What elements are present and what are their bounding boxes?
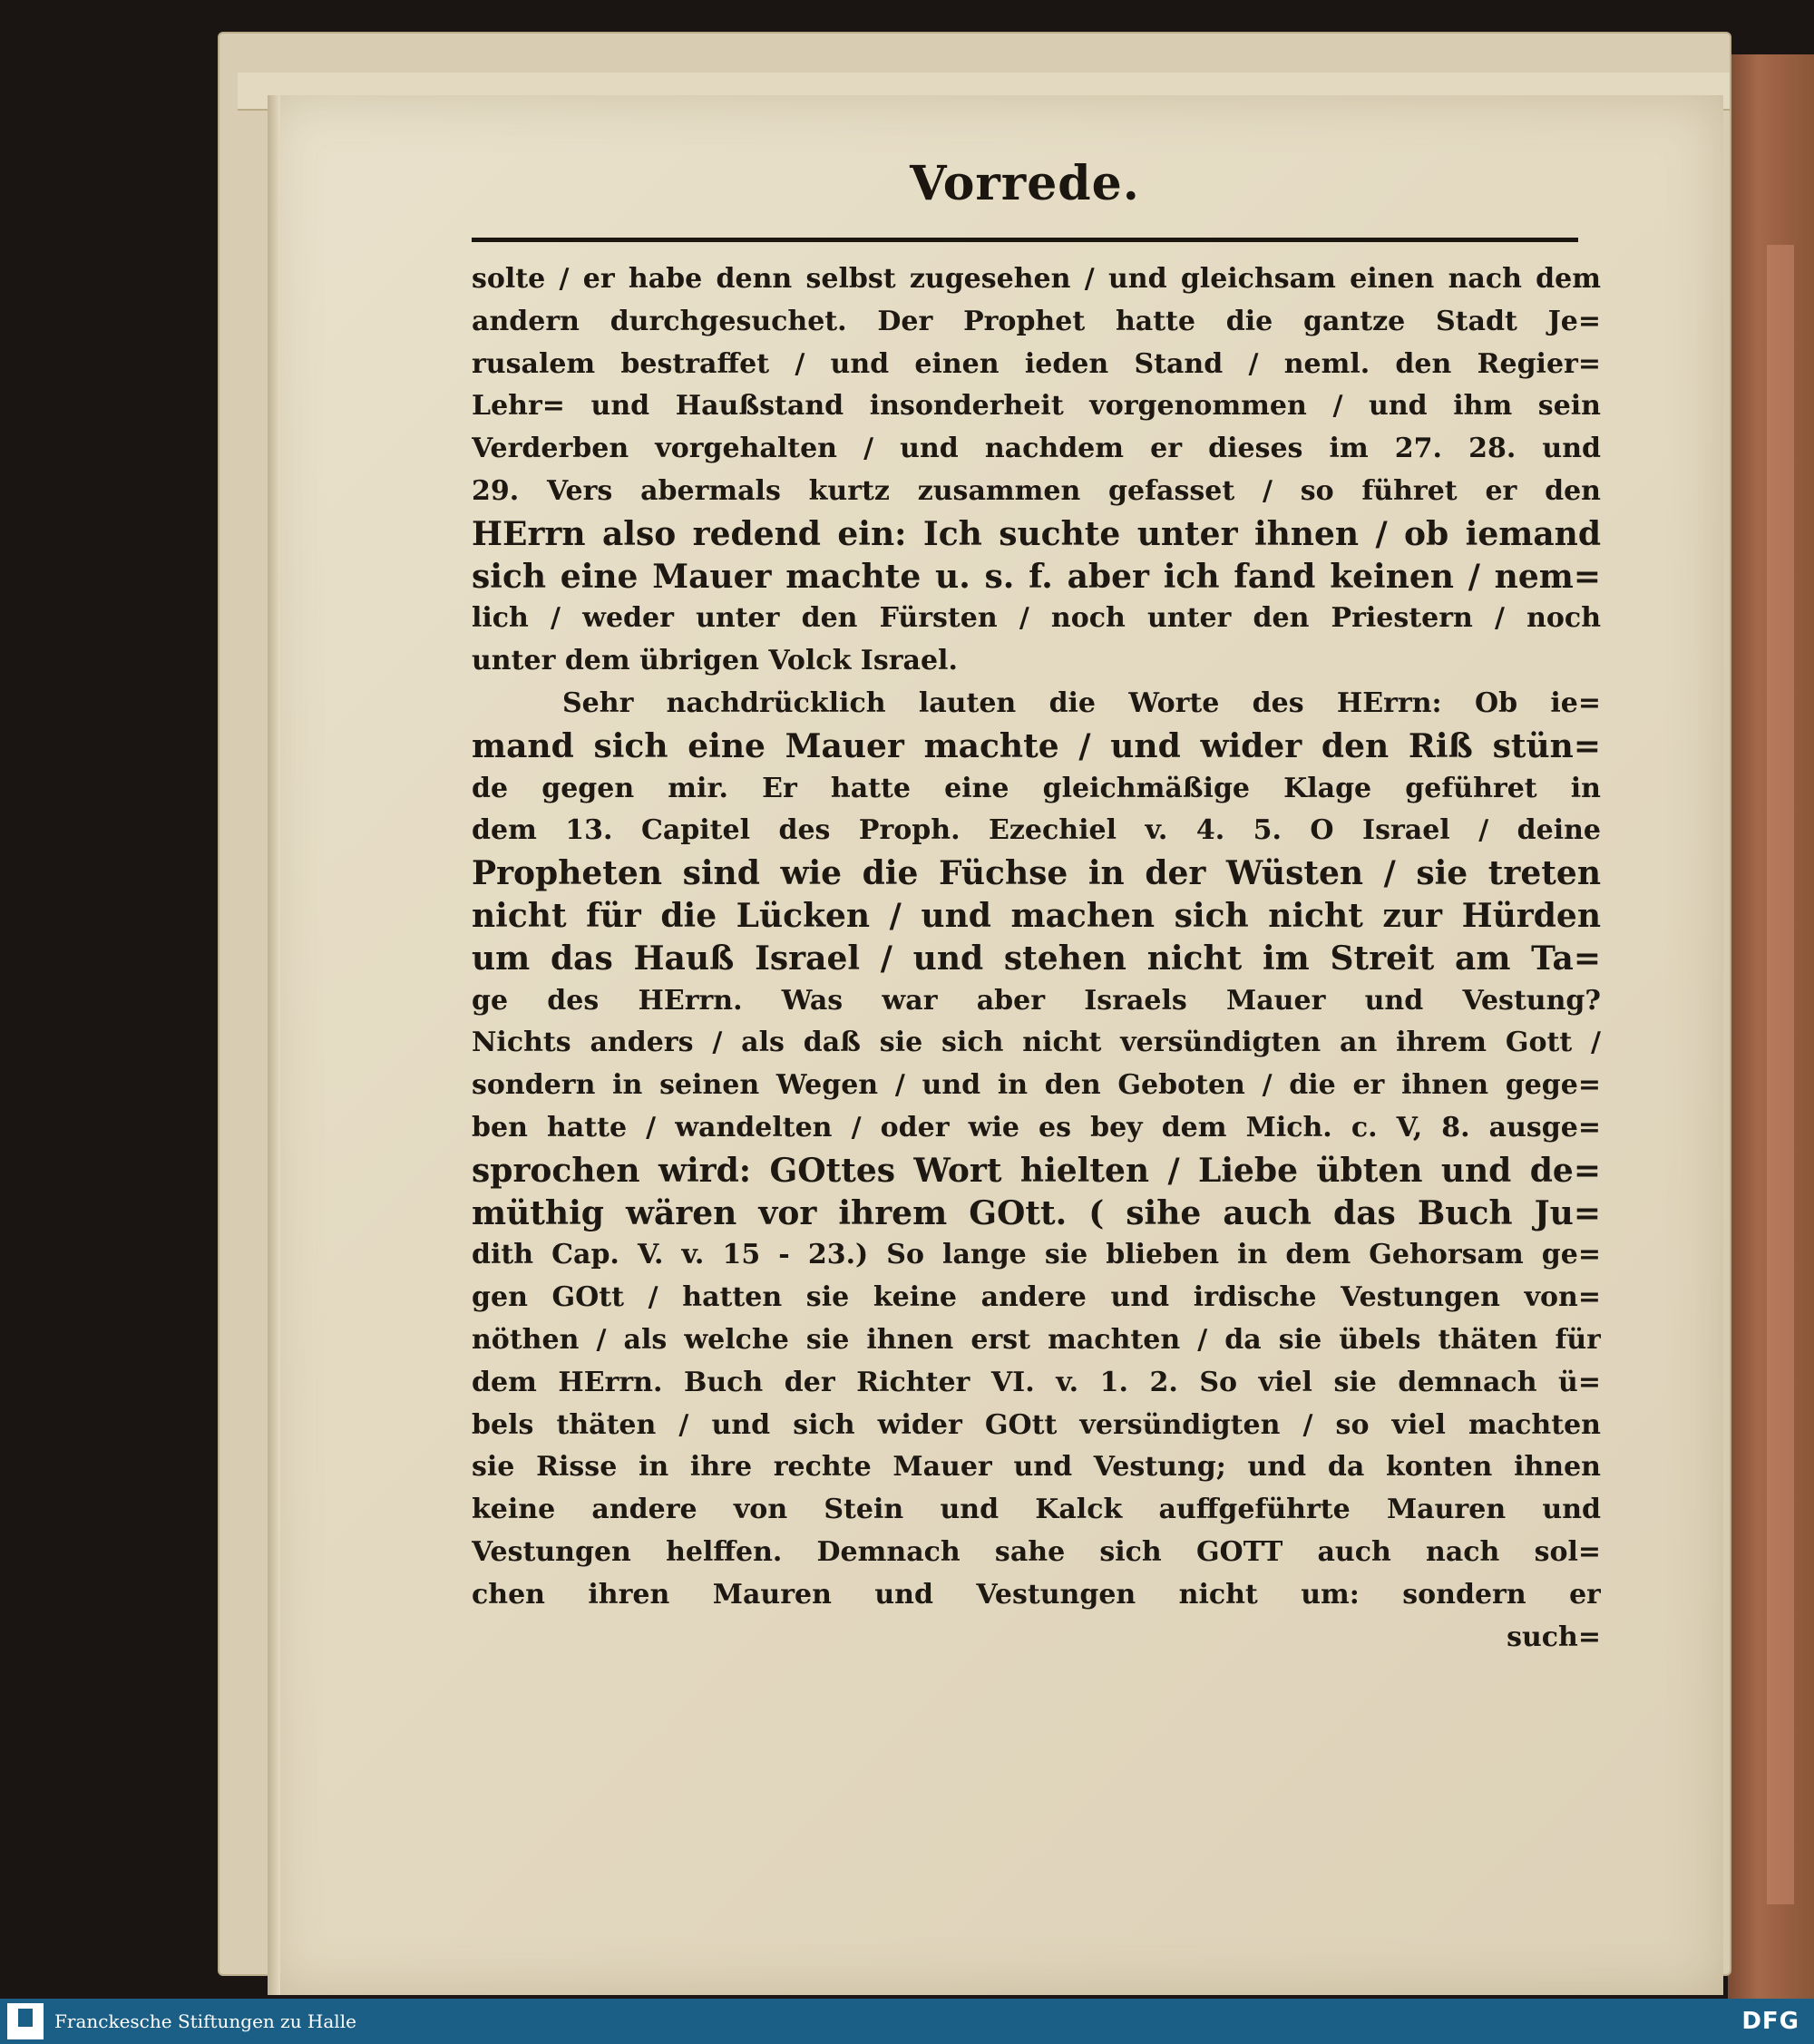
running-head: Vorrede. [910,156,1140,211]
text-line: dem 13. Capitel des Proph. Ezechiel v. 4. 5. O Israel / deine [472,814,1601,847]
text-line: lich / weder unter den Fürsten / noch unter den Priestern / noch [472,602,1601,635]
text-line: nöthen / als welche sie ihnen erst machten / da sie übels thäten für [472,1323,1601,1356]
text-line: gen GOtt / hatten sie keine andere und irdische Vestungen von= [472,1281,1601,1314]
book-cover-edge [1767,245,1794,1904]
footer-bar [0,1999,1814,2044]
building-icon [18,2009,33,2027]
text-line: dem HErrn. Buch der Richter VI. v. 1. 2. So viel sie demnach ü= [472,1366,1601,1398]
text-line: sondern in seinen Wegen / und in den Geboten / die er ihnen gege= [472,1069,1601,1102]
institution-name[interactable]: Franckesche Stiftungen zu Halle [54,2010,356,2032]
text-line: de gegen mir. Er hatte eine gleichmäßige Klage geführet in [472,772,1601,804]
text-line: müthig wären vor ihrem GOtt. ( sihe auch das Buch Ju= [472,1193,1601,1232]
text-line: keine andere von Stein und Kalck auffgeführte Mauren und [472,1494,1601,1526]
text-line: rusalem bestraffet / und einen ieden Stand / neml. den Regier= [472,347,1601,380]
text-line: bels thäten / und sich wider GOtt versündigten / so viel machten [472,1408,1601,1441]
text-line: Lehr= und Haußstand insonderheit vorgenommen / und ihm sein [472,390,1601,423]
text-line: Propheten sind wie die Füchse in der Wüsten / sie treten [472,854,1601,893]
text-line: sprochen wird: GOttes Wort hielten / Liebe übten und de= [472,1151,1601,1190]
page-gutter [268,95,280,1995]
text-line: andern durchgesuchet. Der Prophet hatte die gantze Stadt Je= [472,305,1601,337]
text-line: Nichts anders / als daß sie sich nicht versündigten an ihrem Gott / [472,1027,1601,1059]
text-line: chen ihren Mauren und Vestungen nicht um: sondern er [472,1578,1601,1611]
dfg-logo[interactable]: DFG [1741,2008,1799,2035]
institution-logo[interactable] [7,2003,44,2039]
text-line: unter dem übrigen Volck Israel. [472,645,958,677]
text-line: dith Cap. V. v. 15 - 23.) So lange sie blieben in dem Gehorsam ge= [472,1239,1601,1271]
text-line: such= [1507,1621,1601,1653]
text-line: nicht für die Lücken / und machen sich nicht zur Hürden [472,896,1601,935]
text-line: Sehr nachdrücklich lauten die Worte des HErrn: Ob ie= [562,686,1601,719]
text-line: Vestungen helffen. Demnach sahe sich GOTT auch nach sol= [472,1535,1601,1568]
body-text [472,258,1601,1659]
header-rule [472,238,1578,242]
text-line: um das Hauß Israel / und stehen nicht im Streit am Ta= [472,939,1601,978]
text-line: sie Risse in ihre rechte Mauer und Vestung; und da konten ihnen [472,1451,1601,1484]
text-line: ben hatte / wandelten / oder wie es bey dem Mich. c. V, 8. ausge= [472,1111,1601,1144]
text-line: Verderben vorgehalten / und nachdem er dieses im 27. 28. und [472,433,1601,465]
text-line: mand sich eine Mauer machte / und wider den Riß stün= [472,726,1601,765]
text-line: 29. Vers abermals kurtz zusammen gefasset / so führet er den [472,474,1601,507]
text-line: HErrn also redend ein: Ich suchte unter ihnen / ob iemand [472,514,1601,553]
text-line: ge des HErrn. Was war aber Israels Mauer und Vestung? [472,984,1601,1017]
text-line: solte / er habe denn selbst zugesehen / und gleichsam einen nach dem [472,263,1601,295]
text-line: sich eine Mauer machte u. s. f. aber ich fand keinen / nem= [472,557,1601,596]
